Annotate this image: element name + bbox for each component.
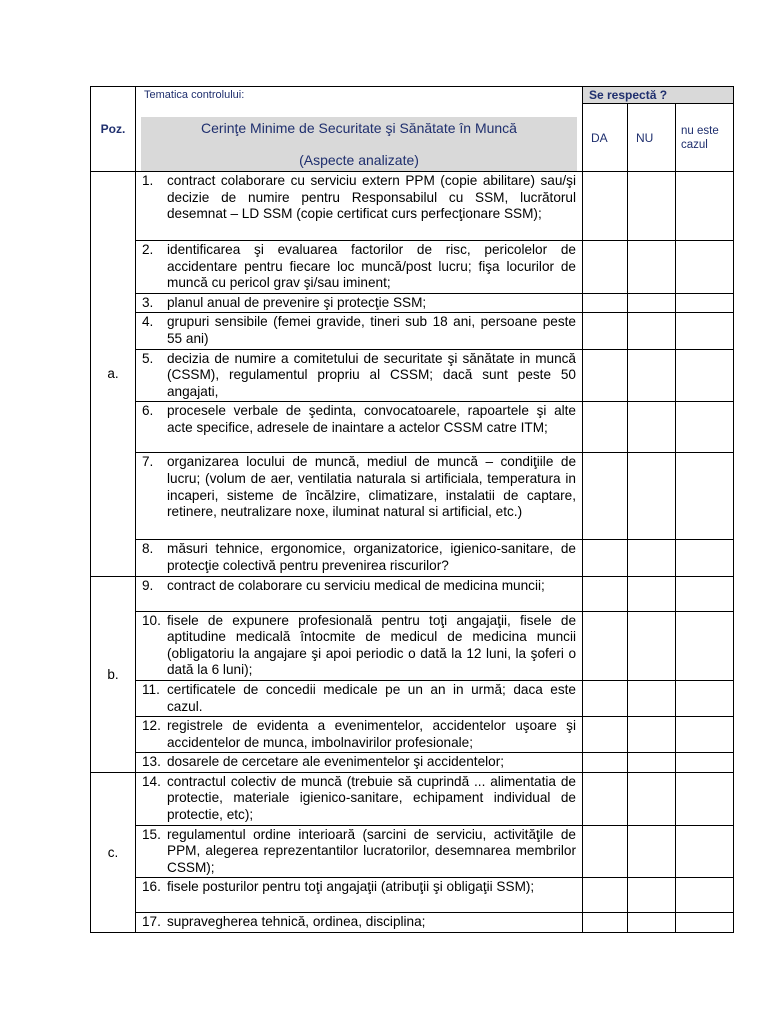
check-cell-da[interactable]	[583, 293, 628, 313]
check-cell-da[interactable]	[583, 878, 628, 913]
table-row	[91, 878, 734, 913]
checklist-item	[136, 680, 583, 716]
theme-subtitle: (Aspecte analizate)	[299, 152, 419, 168]
table-row	[91, 772, 734, 825]
check-cell-nu[interactable]	[628, 241, 676, 294]
item-text: dosarele de cercetare ale evenimentelor şi accidentelor;	[167, 754, 505, 770]
check-cell-da[interactable]	[583, 241, 628, 294]
check-cell-nu[interactable]	[628, 293, 676, 313]
check-cell-na[interactable]	[676, 241, 734, 294]
table-row	[91, 680, 734, 716]
table-row	[91, 913, 734, 933]
item-number: 17.	[142, 914, 161, 930]
item-number: 7.	[142, 454, 154, 470]
table-row	[91, 453, 734, 540]
checklist-item	[136, 313, 583, 349]
checklist-item	[136, 349, 583, 402]
header-theme	[136, 87, 583, 172]
check-cell-da[interactable]	[583, 680, 628, 716]
ssm-checklist-table	[90, 86, 734, 933]
check-cell-na[interactable]	[676, 878, 734, 913]
checklist-item	[136, 402, 583, 453]
checklist-item	[136, 453, 583, 540]
check-cell-na[interactable]	[676, 313, 734, 349]
check-cell-da[interactable]	[583, 313, 628, 349]
check-cell-da[interactable]	[583, 717, 628, 753]
check-cell-da[interactable]	[583, 913, 628, 933]
check-cell-na[interactable]	[676, 402, 734, 453]
item-number: 2.	[142, 242, 154, 257]
table-row	[91, 540, 734, 576]
checklist-item	[136, 825, 583, 878]
check-cell-na[interactable]	[676, 611, 734, 680]
table-row	[91, 576, 734, 611]
table-row	[91, 402, 734, 453]
check-cell-na[interactable]	[676, 753, 734, 773]
check-cell-nu[interactable]	[628, 772, 676, 825]
checklist-item	[136, 772, 583, 825]
check-cell-da[interactable]	[583, 349, 628, 402]
item-number: 10.	[142, 612, 161, 628]
checklist-item	[136, 576, 583, 611]
check-cell-da[interactable]	[583, 453, 628, 540]
check-cell-nu[interactable]	[628, 349, 676, 402]
check-cell-nu[interactable]	[628, 453, 676, 540]
item-number: 11.	[142, 681, 160, 697]
item-text: planul anual de prevenire şi protecţie SSM;	[167, 294, 427, 310]
check-cell-da[interactable]	[583, 172, 628, 241]
check-cell-da[interactable]	[583, 772, 628, 825]
item-number: 3.	[142, 294, 154, 310]
item-text: decizia de numire a comitetului de securitate şi sănătate in muncă (CSSM), regulamentul propriu al CSSM; dacă sunt peste 50 angajati,	[167, 350, 576, 399]
check-cell-na[interactable]	[676, 453, 734, 540]
table-row	[91, 313, 734, 349]
item-text: fisele posturilor pentru toţi angajaţii (atribuţii şi obligaţii SSM);	[167, 879, 535, 895]
table-row	[91, 753, 734, 773]
item-text: regulamentul ordine interioară (sarcini de serviciu, activităţile de PPM, alegerea reprezentantilor lucratorilor, desemnarea membrilor CSSM);	[167, 826, 576, 875]
check-cell-da[interactable]	[583, 540, 628, 576]
check-cell-nu[interactable]	[628, 878, 676, 913]
item-text: certificatele de concedii medicale pe un an in urmă; daca este cazul.	[167, 681, 576, 714]
check-cell-nu[interactable]	[628, 680, 676, 716]
check-cell-da[interactable]	[583, 576, 628, 611]
header-poz: Poz.	[91, 87, 136, 172]
check-cell-nu[interactable]	[628, 576, 676, 611]
table-row	[91, 172, 734, 241]
header-da: DA	[583, 104, 628, 172]
item-number: 16.	[142, 879, 161, 895]
check-cell-nu[interactable]	[628, 611, 676, 680]
checklist-item	[136, 913, 583, 933]
checklist-item	[136, 172, 583, 241]
item-number: 14.	[142, 773, 161, 789]
group-label: a.	[91, 172, 136, 577]
check-cell-na[interactable]	[676, 913, 734, 933]
header-nu: NU	[628, 104, 676, 172]
item-text: procesele verbale de şedinta, convocatoarele, rapoartele şi alte acte specifice, adresele de inaintare a actelor CSSM catre ITM;	[167, 403, 576, 435]
item-text: identificarea şi evaluarea factorilor de risc, pericolelor de accidentare pentru fiecare loc muncă/post lucru; fişa locurilor de muncă cu pericol grav şi/sau iminent;	[167, 242, 576, 291]
item-text: supravegherea tehnică, ordinea, disciplina;	[167, 914, 426, 930]
item-number: 4.	[142, 314, 154, 330]
item-text: registrele de evidenta a evenimentelor, accidentelor uşoare şi accidentelor de munca, imbolnavirilor profesionale;	[167, 718, 576, 750]
item-number: 8.	[142, 541, 154, 557]
check-cell-nu[interactable]	[628, 402, 676, 453]
item-number: 15.	[142, 826, 161, 842]
check-cell-nu[interactable]	[628, 717, 676, 753]
check-cell-nu[interactable]	[628, 540, 676, 576]
check-cell-da[interactable]	[583, 753, 628, 773]
item-text: măsuri tehnice, ergonomice, organizatorice, igienico-sanitare, de protecţie colectivă pentru prevenirea riscurilor?	[167, 541, 576, 573]
item-text: organizarea locului de muncă, mediul de muncă – condiţiile de lucru; (volum de aer, ventilatia naturala si artificiala, temperatura in incaperi, sisteme de încălzire, climatizare, instalatii de captare, retinere, neutralizare noxe, iluminat natural si artificial, etc.)	[167, 454, 576, 520]
header-se-respecta: Se respectă ?	[583, 87, 734, 104]
check-cell-da[interactable]	[583, 611, 628, 680]
item-text: contract de colaborare cu serviciu medical de medicina muncii;	[167, 577, 545, 593]
theme-box	[141, 117, 577, 171]
item-number: 6.	[142, 403, 154, 419]
item-text: contractul colectiv de muncă (trebuie să cuprindă ... alimentatia de protectie, materiale igienico-sanitare, echipament individual de protectie, etc);	[167, 773, 576, 823]
table-row	[91, 349, 734, 402]
table-row	[91, 825, 734, 878]
check-cell-na[interactable]	[676, 717, 734, 753]
item-text: grupuri sensibile (femei gravide, tineri sub 18 ani, persoane peste 55 ani)	[167, 314, 576, 346]
item-number: 12.	[142, 718, 161, 734]
item-number: 13.	[142, 754, 161, 770]
check-cell-na[interactable]	[676, 349, 734, 402]
checklist-item	[136, 611, 583, 680]
check-cell-da[interactable]	[583, 825, 628, 878]
check-cell-na[interactable]	[676, 680, 734, 716]
table-row	[91, 241, 734, 294]
table-row	[91, 611, 734, 680]
item-text: fisele de expunere profesională pentru toţi angajaţii, fisele de aptitudine medicală întocmite de medicul de medicina muncii (obligatoriu la angajare şi apoi periodic o dată la 12 luni, la şoferi o dată la 6 luni);	[167, 612, 576, 678]
checklist-item	[136, 241, 583, 294]
check-cell-nu[interactable]	[628, 913, 676, 933]
item-text: contract colaborare cu serviciu extern PPM (copie abilitare) sau/şi decizie de numire pentru Responsabilul cu SSM, lucrătorul desemnat – LD SSM (copie certificat curs perfecţionare SSM);	[167, 173, 576, 222]
checklist-item	[136, 293, 583, 313]
item-number: 9.	[142, 577, 154, 593]
check-cell-na[interactable]	[676, 540, 734, 576]
group-label: b.	[91, 576, 136, 772]
check-cell-nu[interactable]	[628, 172, 676, 241]
table-row	[91, 717, 734, 753]
table-row	[91, 293, 734, 313]
check-cell-nu[interactable]	[628, 753, 676, 773]
checklist-item	[136, 753, 583, 773]
header-nu-este-cazul: nu este cazul	[676, 104, 734, 172]
item-number: 1.	[142, 173, 154, 188]
checklist-item	[136, 540, 583, 576]
theme-title: Cerinţe Minime de Securitate şi Sănătate în Muncă	[201, 120, 517, 136]
checklist-item	[136, 878, 583, 913]
check-cell-nu[interactable]	[628, 825, 676, 878]
checklist-item	[136, 717, 583, 753]
theme-label: Tematica controlului:	[144, 89, 245, 101]
check-cell-na[interactable]	[676, 172, 734, 241]
check-cell-na[interactable]	[676, 293, 734, 313]
check-cell-nu[interactable]	[628, 313, 676, 349]
check-cell-na[interactable]	[676, 772, 734, 825]
check-cell-da[interactable]	[583, 402, 628, 453]
group-label: c.	[91, 772, 136, 932]
check-cell-na[interactable]	[676, 825, 734, 878]
check-cell-na[interactable]	[676, 576, 734, 611]
item-number: 5.	[142, 350, 154, 366]
